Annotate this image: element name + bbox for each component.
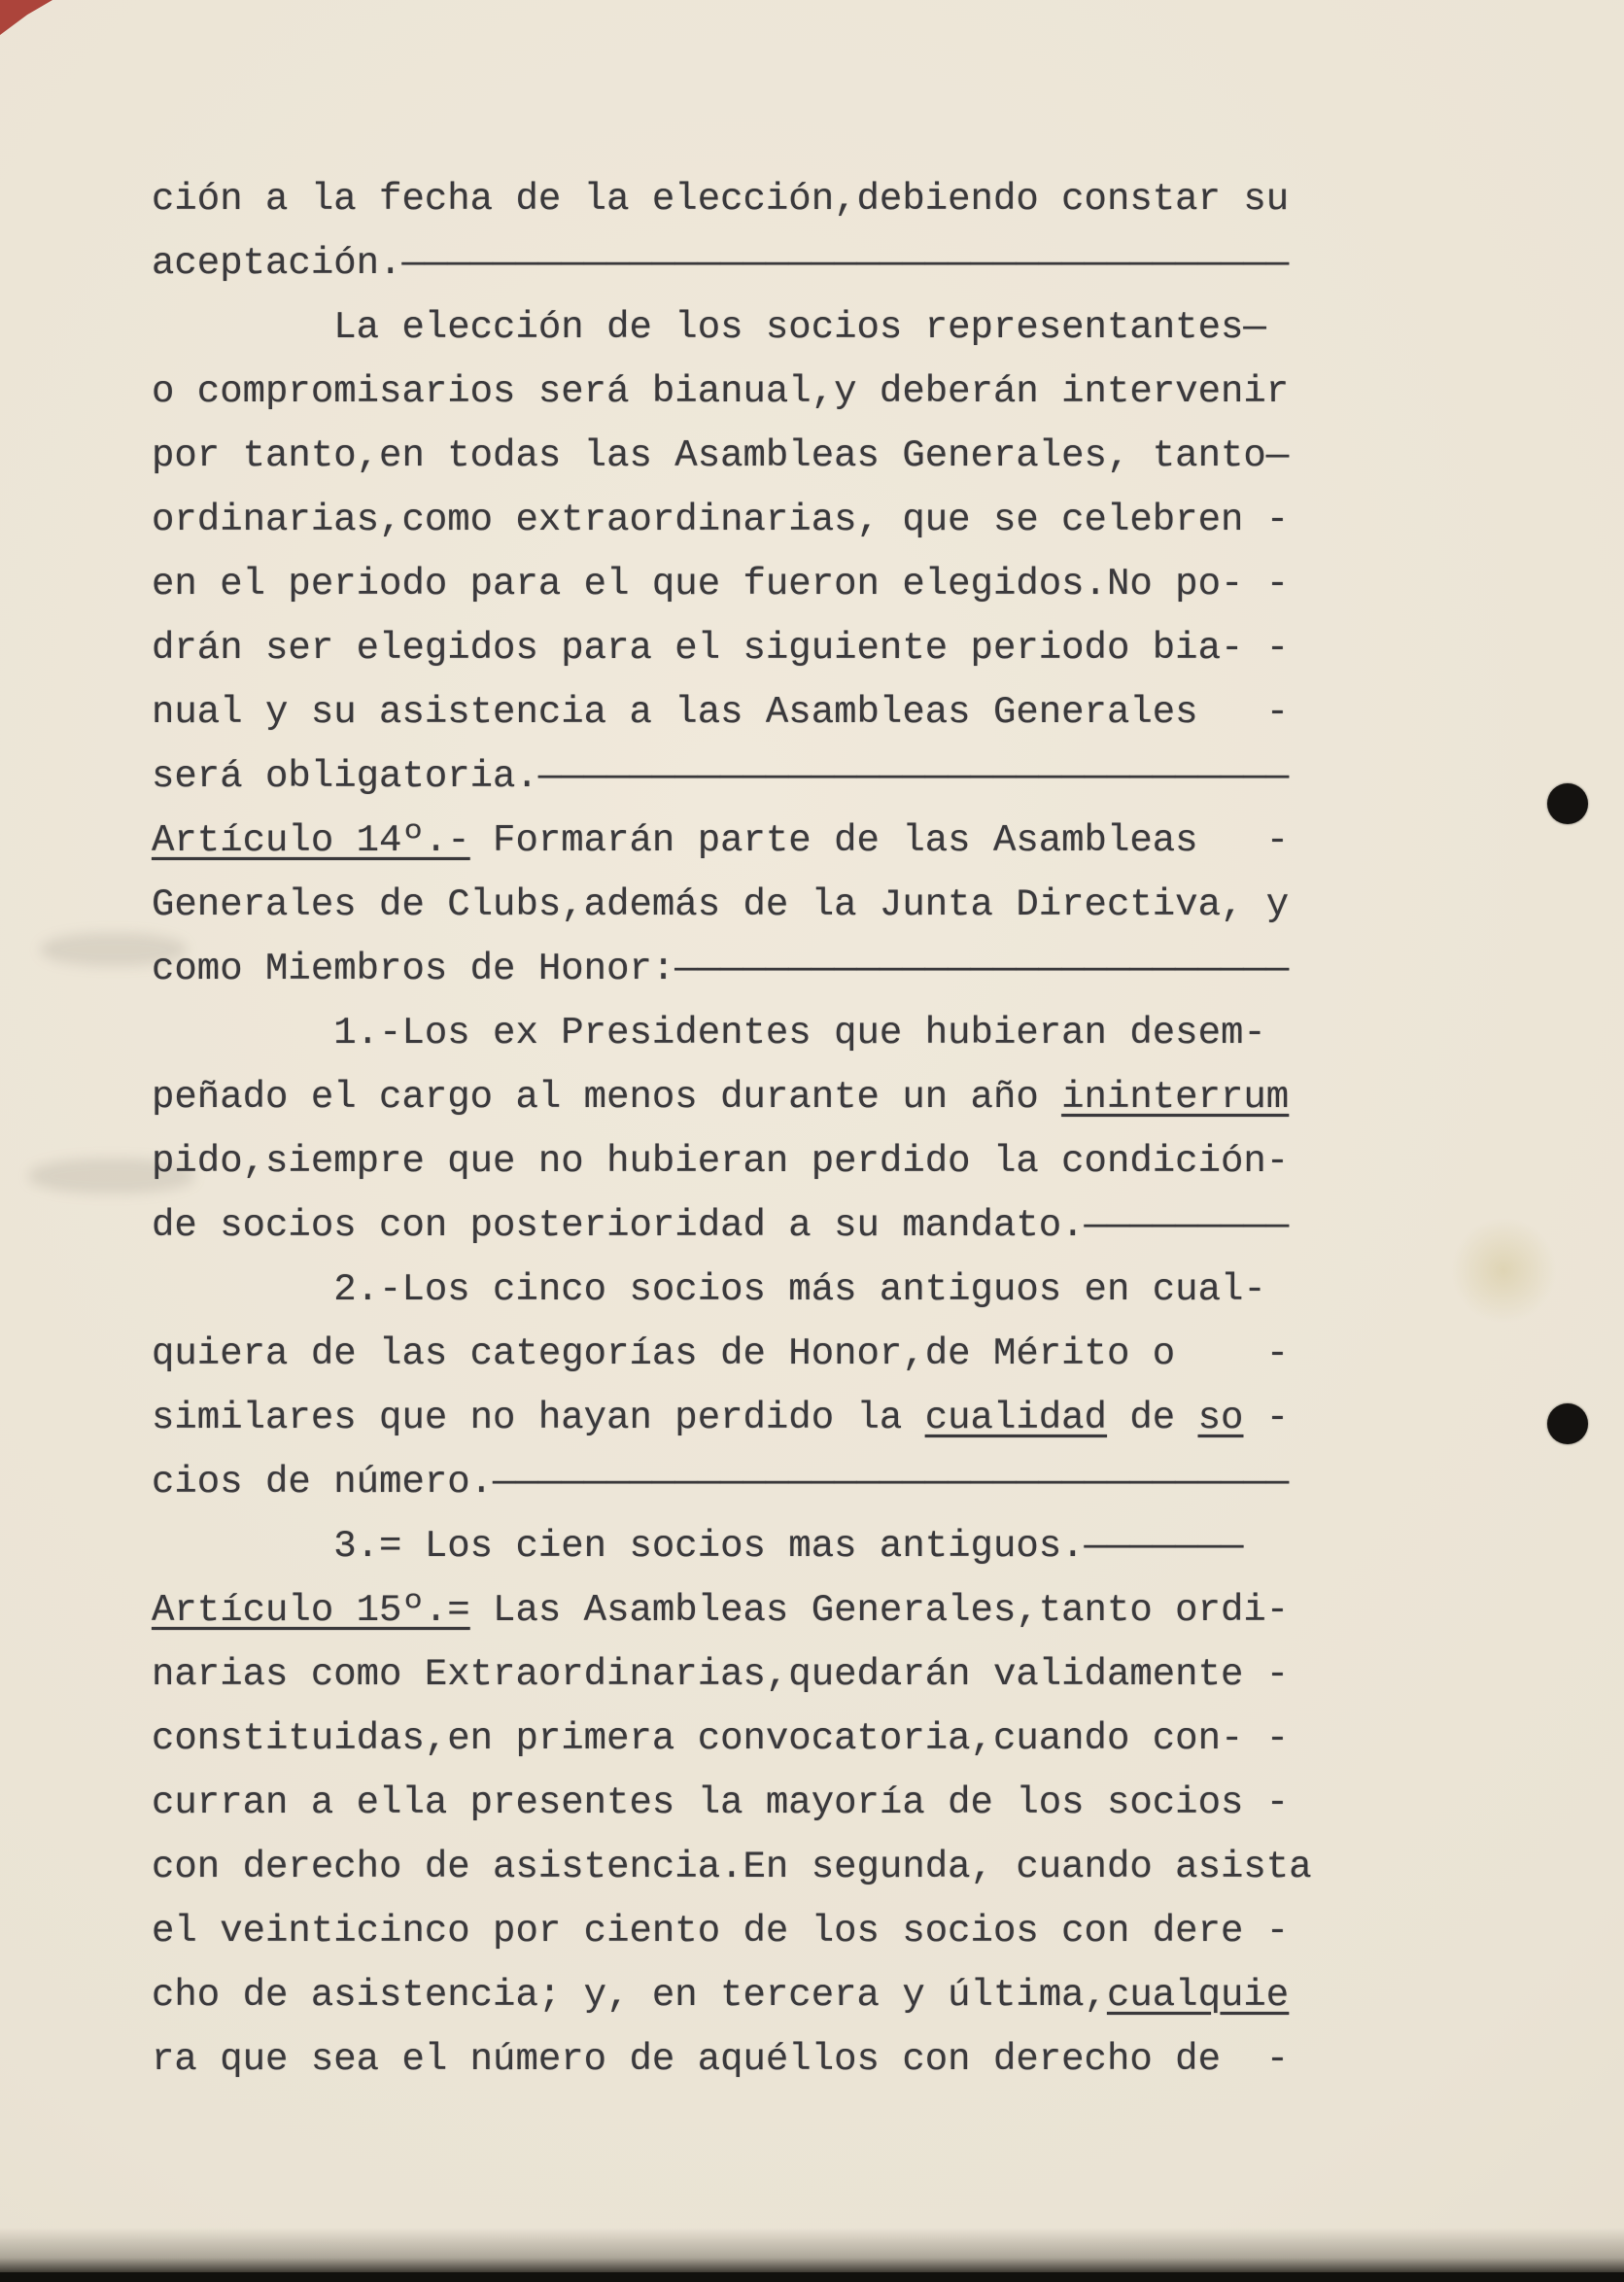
text-segment: de (1106, 1397, 1198, 1439)
hole-punch-dot-bottom (1547, 1403, 1588, 1444)
text-line (152, 1963, 1532, 2027)
text-line (152, 1129, 1532, 1193)
underlined-text: cualquie (1106, 1974, 1290, 2017)
text-segment: con derecho de asistencia.En segunda, cuando asista (152, 1846, 1312, 1888)
underlined-text: cualidad (924, 1397, 1107, 1439)
text-segment: aceptación.——————————————————————————————————————— (152, 242, 1290, 285)
text-segment: pido,siempre que no hubieran perdido la condición- (152, 1140, 1290, 1183)
text-line (152, 167, 1532, 231)
text-line (152, 1514, 1532, 1578)
underlined-text: ininterrum (1061, 1076, 1290, 1119)
text-segment: 3.= Los cien socios mas antiguos.——————— (152, 1525, 1244, 1568)
text-line (152, 488, 1532, 552)
text-line (152, 809, 1532, 873)
text-line (152, 1450, 1532, 1514)
text-line (152, 616, 1532, 680)
text-line (152, 360, 1532, 424)
text-segment: - (1243, 1397, 1290, 1439)
text-line (152, 1258, 1532, 1322)
text-segment: narias como Extraordinarias,quedarán validamente - (152, 1653, 1290, 1696)
underlined-text: Artículo 14º.- (152, 819, 470, 862)
text-line (152, 1707, 1532, 1771)
text-segment: ordinarias,como extraordinarias, que se celebren - (152, 499, 1290, 541)
text-line (152, 1835, 1532, 1899)
text-line (152, 1001, 1532, 1065)
text-line (152, 1386, 1532, 1450)
text-line (152, 873, 1532, 937)
corner-red-mark (0, 0, 52, 35)
text-segment: peñado el cargo al menos durante un año (152, 1076, 1062, 1119)
text-line (152, 231, 1532, 295)
text-segment: de socios con posterioridad a su mandato.————————— (152, 1204, 1290, 1247)
text-line (152, 1771, 1532, 1835)
text-segment: similares que no hayan perdido la (152, 1397, 925, 1439)
text-segment: ra que sea el número de aquéllos con derecho de - (152, 2038, 1290, 2081)
text-segment: será obligatoria.————————————————————————————————— (152, 755, 1290, 798)
text-segment: Las Asambleas Generales,tanto ordi- (469, 1589, 1290, 1632)
text-segment: Generales de Clubs,además de la Junta Directiva, y (152, 883, 1290, 926)
text-segment: cios de número.——————————————————————————————————— (152, 1461, 1290, 1504)
text-line (152, 295, 1532, 360)
text-segment: por tanto,en todas las Asambleas Generales, tanto— (152, 434, 1290, 477)
text-segment: 2.-Los cinco socios más antiguos en cual- (152, 1268, 1266, 1311)
text-line (152, 1899, 1532, 1963)
text-segment: como Miembros de Honor:——————————————————————————— (152, 948, 1290, 990)
text-line (152, 937, 1532, 1001)
text-segment: o compromisarios será bianual,y deberán intervenir (152, 370, 1290, 413)
text-line (152, 424, 1532, 488)
text-line (152, 2027, 1532, 2092)
text-segment: curran a ella presentes la mayoría de los socios - (152, 1781, 1290, 1824)
text-segment: La elección de los socios representantes— (152, 306, 1266, 349)
text-line (152, 1065, 1532, 1129)
text-line (152, 552, 1532, 616)
text-segment: nual y su asistencia a las Asambleas Generales - (152, 691, 1290, 734)
text-segment: quiera de las categorías de Honor,de Mérito o - (152, 1332, 1290, 1375)
text-segment: cho de asistencia; y, en tercera y última, (152, 1974, 1107, 2017)
underlined-text: Artículo 15º.= (152, 1589, 470, 1632)
text-line (152, 1578, 1532, 1642)
text-segment: constituidas,en primera convocatoria,cuando con- - (152, 1717, 1290, 1760)
text-segment: Formarán parte de las Asambleas - (469, 819, 1290, 862)
text-line (152, 680, 1532, 744)
text-line (152, 744, 1532, 809)
underlined-text: so (1197, 1397, 1244, 1439)
scan-bottom-edge (0, 2272, 1624, 2282)
text-segment: drán ser elegidos para el siguiente periodo bia- - (152, 627, 1290, 670)
text-segment: el veinticinco por ciento de los socios con dere - (152, 1910, 1290, 1953)
text-line (152, 1322, 1532, 1386)
document-lines (152, 167, 1532, 2092)
hole-punch-dot-top (1547, 783, 1588, 824)
text-line (152, 1193, 1532, 1258)
text-segment: ción a la fecha de la elección,debiendo constar su (152, 178, 1290, 221)
text-segment: 1.-Los ex Presidentes que hubieran desem- (152, 1012, 1266, 1055)
text-line (152, 1642, 1532, 1707)
text-segment: en el periodo para el que fueron elegidos.No po- - (152, 563, 1290, 605)
